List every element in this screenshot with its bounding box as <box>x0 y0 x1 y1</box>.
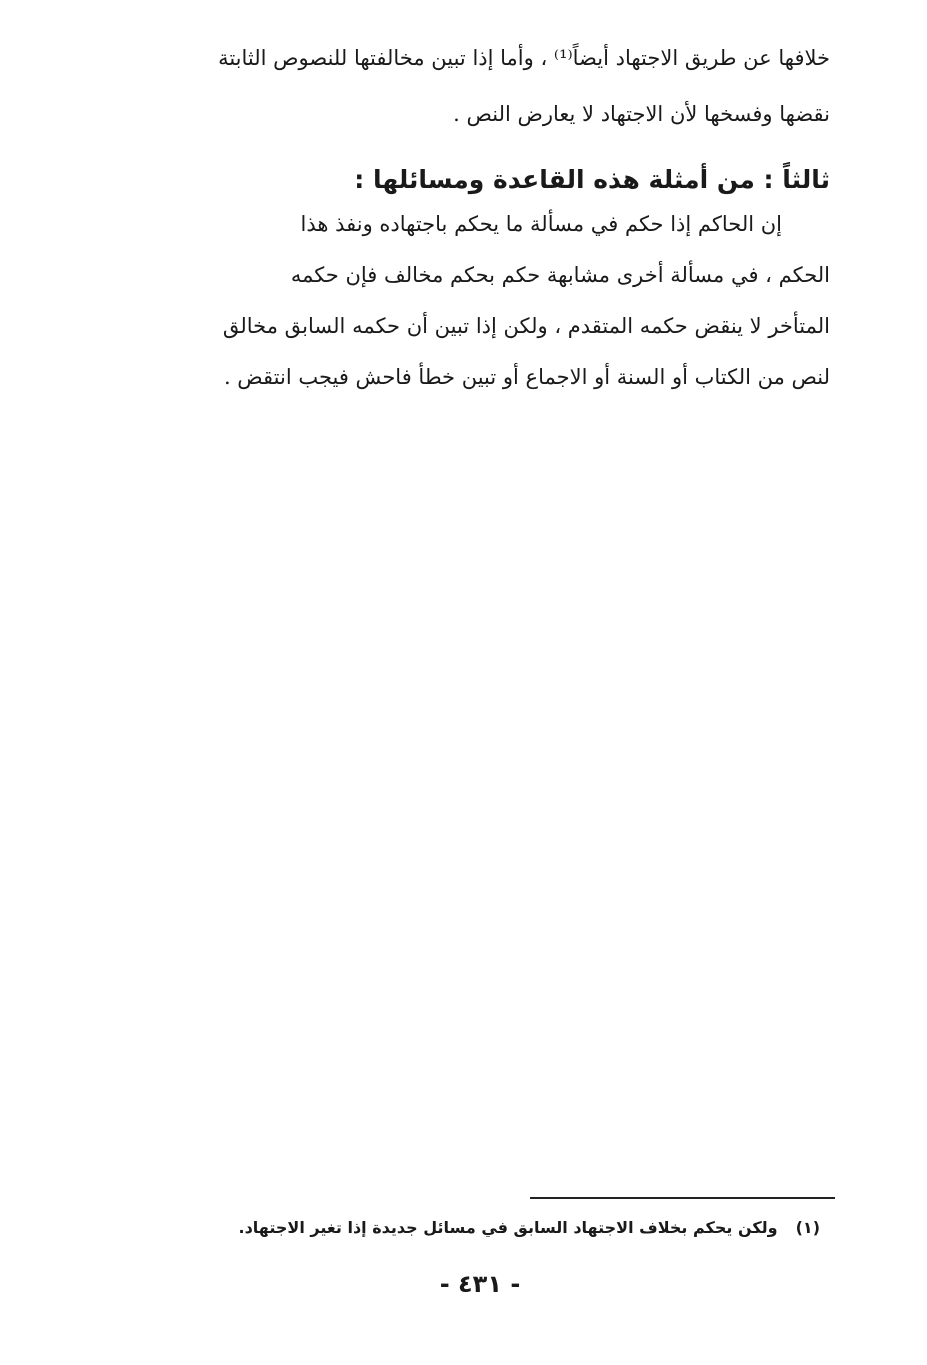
page-number: - ٤٣١ - <box>439 1270 521 1298</box>
text-line: المتأخر لا ينقض حكمه المتقدم ، ولكن إذا تبين أن حكمه السابق مخالق <box>222 314 830 338</box>
text-line: خلافها عن طريق الاجتهاد أيضاً⁽¹⁾ ، وأما إذا تبين مخالفتها للنصوص الثابتة <box>218 46 830 70</box>
section-heading: ثالثاً : من أمثلة هذه القاعدة ومسائلها : <box>354 165 830 194</box>
footnote-separator <box>530 1197 835 1199</box>
text-line: الحكم ، في مسألة أخرى مشابهة حكم بحكم مخالف فإن حكمه <box>290 263 830 287</box>
text-line: نقضها وفسخها لأن الاجتهاد لا يعارض النص . <box>453 102 830 126</box>
footnote-number: (١) <box>795 1218 820 1237</box>
paragraph-examples <box>128 210 830 414</box>
paragraph-continued <box>128 44 830 156</box>
footnote-text: ولكن يحكم بخلاف الاجتهاد السابق في مسائل جديدة إذا تغير الاجتهاد. <box>238 1218 778 1237</box>
text-line: لنص من الكتاب أو السنة أو الاجماع أو تبين خطأ فاحش فيجب انتقض . <box>223 365 830 389</box>
text-line: إن الحاكم إذا حكم في مسألة ما يحكم باجتهاده ونفذ هذا <box>300 212 782 236</box>
footnote <box>128 1216 820 1240</box>
